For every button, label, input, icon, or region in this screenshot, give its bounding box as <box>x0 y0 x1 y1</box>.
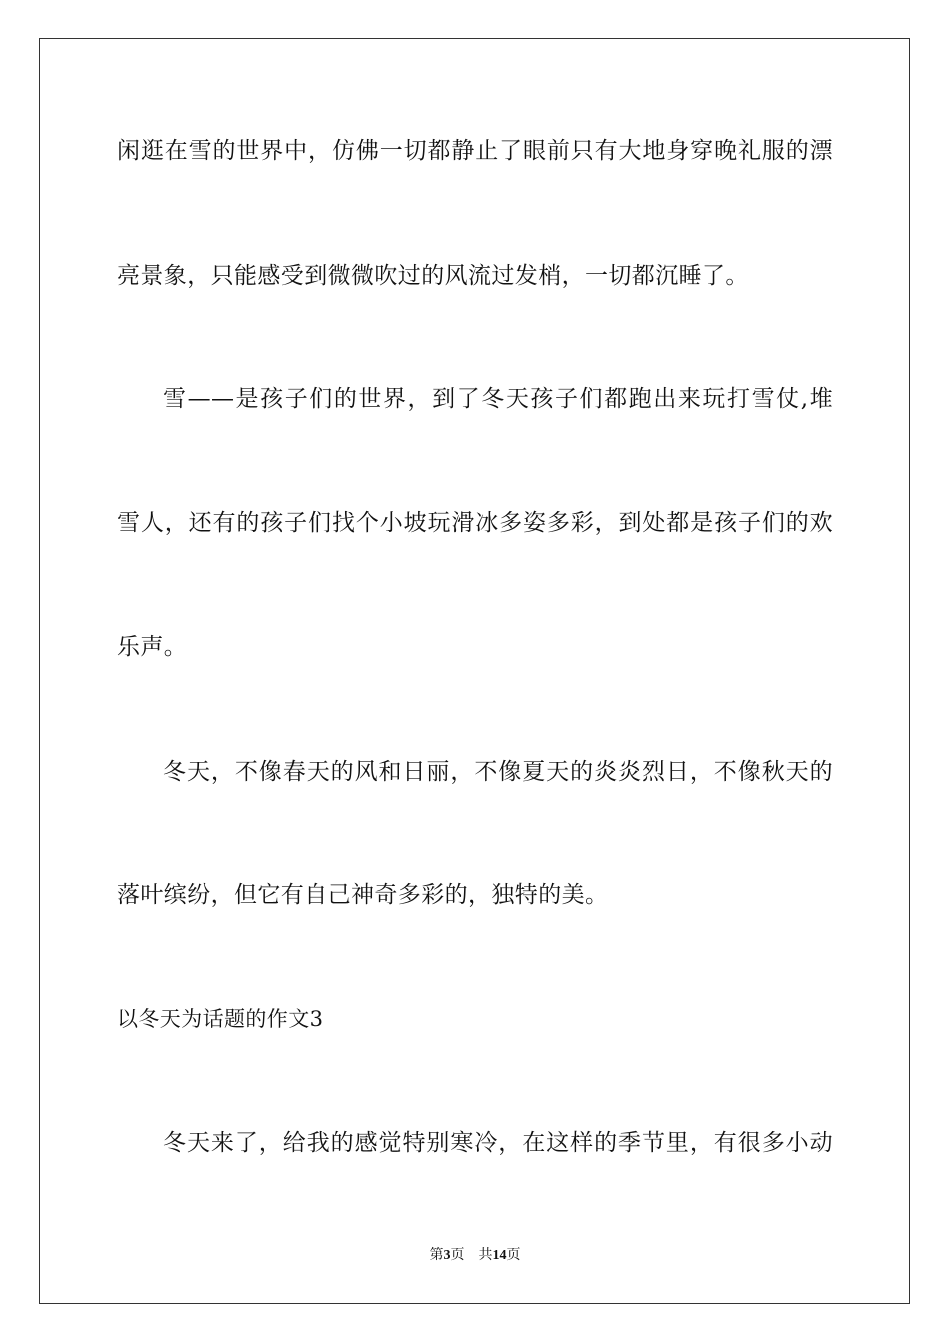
text-line-3: 雪——是孩子们的世界，到了冬天孩子们都跑出来玩打雪仗,堆 <box>163 386 833 412</box>
section-heading: 以冬天为话题的作文3 <box>117 1007 324 1031</box>
text-line-7: 落叶缤纷，但它有自己神奇多彩的，独特的美。 <box>117 882 609 908</box>
page-prefix: 第 <box>429 1248 444 1263</box>
page-suffix: 页 <box>450 1248 465 1263</box>
page-number: 3 <box>443 1248 451 1263</box>
text-line-2: 亮景象，只能感受到微微吹过的风流过发梢，一切都沉睡了。 <box>117 263 749 289</box>
text-line-6: 冬天，不像春天的风和日丽，不像夏天的炎炎烈日，不像秋天的 <box>163 759 833 785</box>
total-pages: 14 <box>492 1248 507 1263</box>
total-prefix: 共 <box>478 1248 493 1263</box>
text-line-9: 冬天来了，给我的感觉特别寒冷，在这样的季节里，有很多小动 <box>163 1130 833 1156</box>
text-line-5: 乐声。 <box>117 634 188 660</box>
total-suffix: 页 <box>506 1248 521 1263</box>
text-line-1: 闲逛在雪的世界中，仿佛一切都静止了眼前只有大地身穿晚礼服的漂 <box>117 138 833 164</box>
page-border <box>39 38 910 1304</box>
text-line-4: 雪人，还有的孩子们找个小坡玩滑冰多姿多彩，到处都是孩子们的欢 <box>117 510 833 536</box>
page-footer <box>0 1246 950 1266</box>
